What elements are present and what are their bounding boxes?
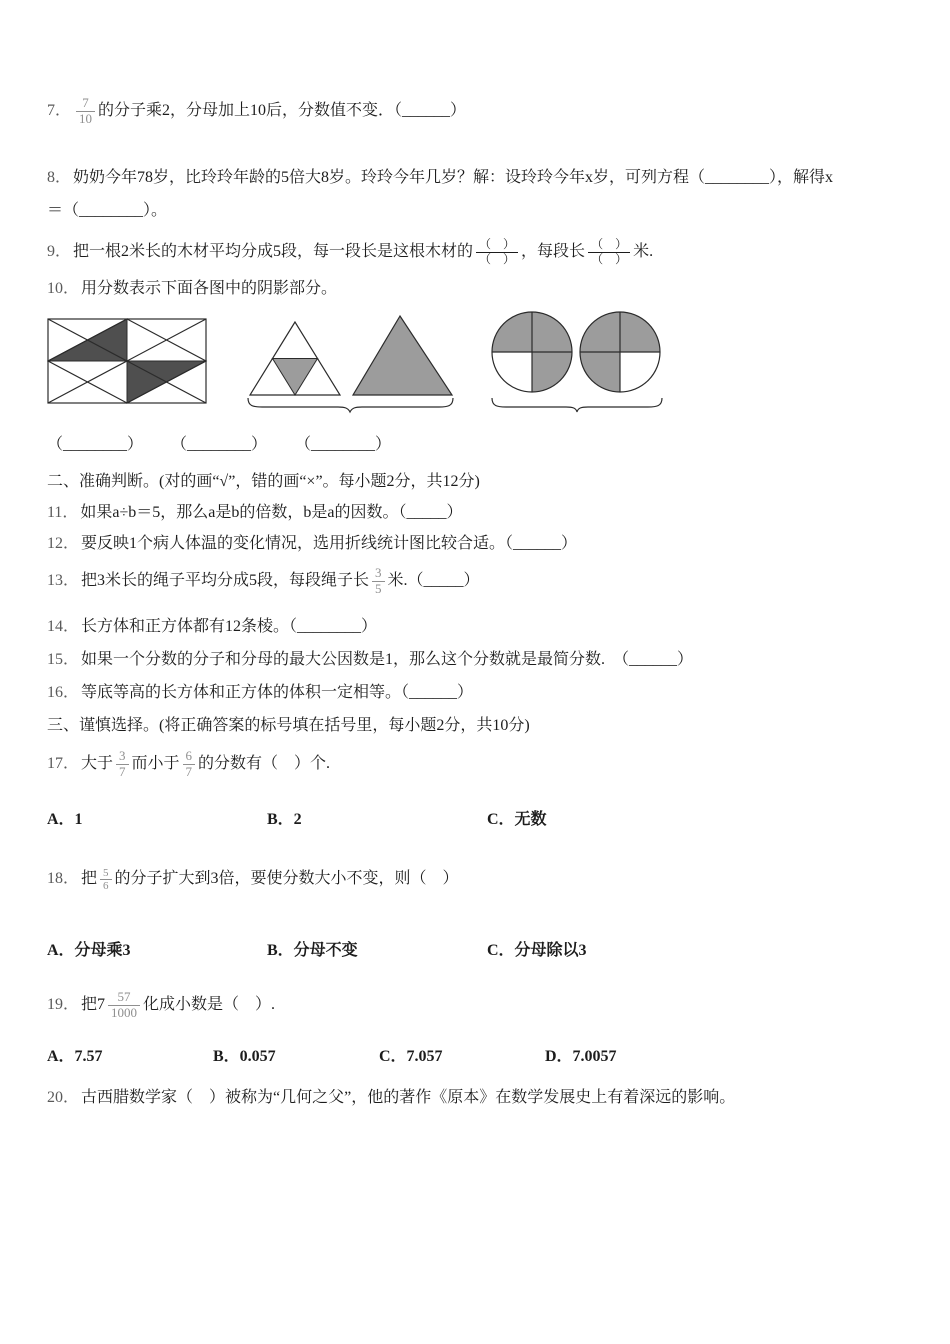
question-17-options <box>47 806 905 833</box>
fraction-numerator: （ ） <box>588 238 630 253</box>
answer-blank-2: （________） <box>171 435 268 453</box>
question-12-text: 要反映1个病人体温的变化情况，选用折线统计图比较合适。（______） <box>81 535 578 553</box>
underbrace <box>248 398 453 412</box>
question-10-figures <box>47 308 905 423</box>
question-18 <box>47 865 905 892</box>
fraction-5-over-6 <box>100 867 112 893</box>
question-14-number: 14． <box>47 617 80 635</box>
fraction-numerator: 3 <box>372 566 385 582</box>
blank-fraction-2 <box>588 238 630 267</box>
question-19-option-c: C．7.057 <box>379 1047 443 1065</box>
question-14-text: 长方体和正方体都有12条棱。（________） <box>81 617 378 635</box>
question-9-text1: 把一根2米长的木材平均分成5段，每一段长是这根木材的 <box>73 243 474 261</box>
question-13-text1: 把3米长的绳子平均分成5段，每段绳子长 <box>81 571 370 589</box>
question-20-text: 古西腊数学家（ ）被称为“几何之父”，他的著作《原本》在数学发展史上有着深远的影响。 <box>81 1089 736 1107</box>
question-16-text: 等底等高的长方体和正方体的体积一定相等。（______） <box>81 683 474 701</box>
question-7 <box>47 96 905 127</box>
question-9 <box>47 238 905 267</box>
fraction-numerator: 5 <box>100 867 112 881</box>
question-11 <box>47 499 905 526</box>
question-9-number: 9． <box>47 243 72 261</box>
question-15 <box>47 646 905 673</box>
fraction-3-over-7 <box>116 749 129 780</box>
fraction-denominator: 5 <box>375 580 382 596</box>
question-17-option-a: A．1 <box>47 811 83 829</box>
fraction-7-over-10 <box>76 96 95 127</box>
blank-fraction-1 <box>476 238 518 267</box>
fraction-denominator: 1000 <box>111 1004 138 1020</box>
fraction-denominator: （ ） <box>479 251 516 266</box>
question-18-option-a: A．分母乘3 <box>47 941 131 959</box>
section-2-header: 二、准确判断。(对的画“√”，错的画“×”。每小题2分，共12分) <box>47 473 480 491</box>
question-13-number: 13． <box>47 571 80 589</box>
fraction-6-over-7 <box>183 749 196 780</box>
question-8-number: 8． <box>47 168 72 186</box>
right-triangle-shaded <box>353 316 452 395</box>
question-10-number: 10． <box>47 279 80 297</box>
question-17-option-c: C．无数 <box>487 811 547 829</box>
fraction-numerator: 7 <box>76 96 95 112</box>
question-9-text2: ，每段长 <box>521 243 586 261</box>
underbrace <box>492 398 662 412</box>
question-11-text: 如果a÷b＝5，那么a是b的倍数，b是a的因数。（_____） <box>80 504 463 522</box>
question-9-text3: 米. <box>633 243 654 261</box>
fraction-3-over-5 <box>372 566 385 597</box>
fraction-numerator: 6 <box>183 749 196 765</box>
question-19-option-a: A．7.57 <box>47 1047 103 1065</box>
question-17 <box>47 749 905 780</box>
question-8-text-line1: 奶奶今年78岁，比玲玲年龄的5倍大8岁。玲玲今年几岁？解：设玲玲今年x岁，可列方程（________），解得x <box>73 168 834 186</box>
question-18-option-b: B．分母不变 <box>267 941 358 959</box>
question-19-option-b: B．0.057 <box>213 1047 276 1065</box>
question-8 <box>47 161 905 228</box>
fraction-denominator: 7 <box>185 764 193 780</box>
fraction-denominator: 7 <box>119 764 126 780</box>
fraction-numerator: 57 <box>108 990 140 1006</box>
question-18-number: 18． <box>47 870 80 888</box>
fraction-numerator: （ ） <box>476 238 518 253</box>
answer-blank-3: （________） <box>295 435 392 453</box>
fraction-57-over-1000 <box>108 990 140 1021</box>
question-17-text2: 而小于 <box>131 755 180 773</box>
question-19-number: 19． <box>47 996 80 1014</box>
question-20 <box>47 1084 905 1111</box>
question-7-number: 7． <box>47 102 72 120</box>
question-18-options <box>47 937 905 964</box>
fraction-denominator: 10 <box>79 110 93 126</box>
question-18-option-c: C．分母除以3 <box>487 941 587 959</box>
question-18-text2: 的分子扩大到3倍，要使分数大小不变，则（ ） <box>114 870 459 888</box>
question-17-text1: 大于 <box>81 755 114 773</box>
section-3-header: 三、谨慎选择。(将正确答案的标号填在括号里，每小题2分，共10分) <box>47 717 530 735</box>
question-13 <box>47 566 905 597</box>
question-19-text1: 把7 <box>81 996 106 1014</box>
question-10 <box>47 275 905 302</box>
question-17-number: 17． <box>47 755 80 773</box>
question-15-text: 如果一个分数的分子和分母的最大公因数是1，那么这个分数就是最简分数. （______） <box>81 650 694 668</box>
question-15-number: 15． <box>47 650 80 668</box>
fraction-denominator: （ ） <box>591 251 628 266</box>
question-8-text-line2: ＝（________）。 <box>47 202 168 220</box>
left-triangle-shaded-center <box>273 358 318 395</box>
question-20-number: 20． <box>47 1089 80 1107</box>
question-16 <box>47 679 905 706</box>
question-19 <box>47 990 905 1021</box>
question-16-number: 16． <box>47 683 80 701</box>
question-18-text1: 把 <box>81 870 98 888</box>
question-7-text: 的分子乘2，分母加上10后，分数值不变．（______） <box>98 102 467 120</box>
question-12 <box>47 530 905 557</box>
question-17-option-b: B．2 <box>267 811 302 829</box>
question-10-answer-blanks <box>47 431 905 458</box>
question-19-options <box>47 1043 905 1070</box>
shaded-circles-figure <box>490 308 668 418</box>
fraction-numerator: 3 <box>116 749 129 765</box>
question-10-text: 用分数表示下面各图中的阴影部分。 <box>81 279 338 297</box>
question-17-text3: 的分数有（ ）个. <box>198 755 331 773</box>
shaded-triangles-figure <box>240 310 460 418</box>
question-19-option-d: D．7.0057 <box>545 1047 617 1065</box>
shaded-rectangle-figure <box>47 318 208 405</box>
question-13-text2: 米.（_____） <box>387 571 480 589</box>
question-11-number: 11． <box>47 504 79 522</box>
question-14 <box>47 613 905 640</box>
question-12-number: 12． <box>47 535 80 553</box>
fraction-denominator: 6 <box>103 880 109 893</box>
question-19-text2: 化成小数是（ ）. <box>143 996 276 1014</box>
answer-blank-1: （________） <box>47 435 144 453</box>
